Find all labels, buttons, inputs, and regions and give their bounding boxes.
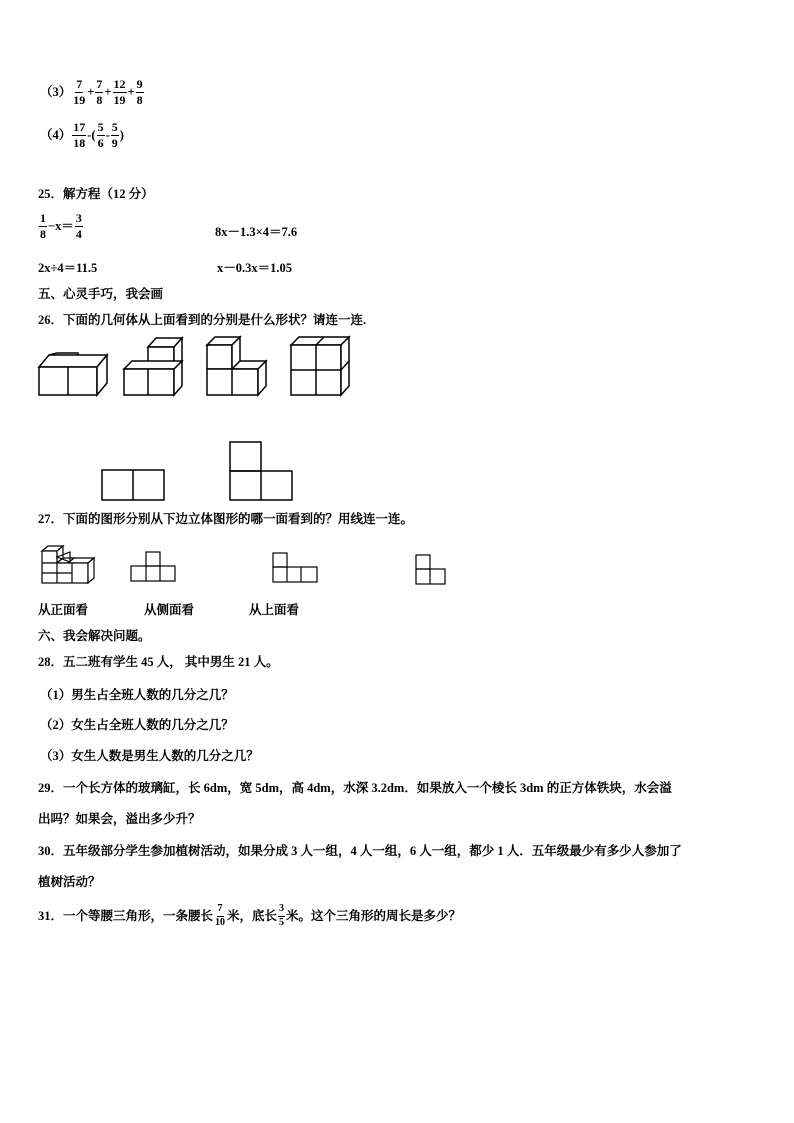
q30-line1: 30．五年级部分学生参加植树活动，如果分成 3 人一组，4 人一组，6 人一组，都少 1 人．五年级最少有多少人参加了 <box>38 844 682 858</box>
q25-equation-3: 2x÷4＝11.5 <box>38 261 98 275</box>
operator: + <box>127 84 135 99</box>
operator: -( <box>87 127 96 142</box>
q31-middle: 米，底长 <box>227 908 278 923</box>
fraction: $\frac{7}{10}$ <box>215 903 226 928</box>
q30-line2: 植树活动？ <box>38 875 101 889</box>
fraction: $\frac{7}{19}$ <box>73 77 86 107</box>
part-label: （3） <box>40 84 72 99</box>
q29-line1: 29．一个长方体的玻璃缸，长 6dm，宽 5dm，高 4dm，水深 3.2dm．如果放入一个棱长 3dm 的正方体铁块，水会溢 <box>38 781 672 795</box>
fraction: $\frac{12}{19}$ <box>113 77 126 107</box>
view-figure-1 <box>131 552 175 581</box>
q29-line2: 出吗？如果会，溢出多少升？ <box>38 812 201 826</box>
q27-solid <box>42 546 94 583</box>
view-label-side: 从侧面看 <box>144 603 195 617</box>
q26-text: 26．下面的几何体从上面看到的分别是什么形状？请连一连. <box>38 313 367 327</box>
q31-suffix: 米。这个三角形的周长是多少？ <box>286 908 462 923</box>
fraction: $\frac{3}{5}$ <box>279 903 285 928</box>
section-five-heading: 五、心灵手巧，我会画 <box>38 287 164 301</box>
q25-equation-4: x－0.3x＝1.05 <box>217 261 293 275</box>
operator: + <box>104 84 112 99</box>
fraction: $\frac{7}{8}$ <box>96 77 103 107</box>
q31-text <box>38 904 461 928</box>
section-six-heading: 六、我会解决问题。 <box>38 629 151 643</box>
fraction: $\frac{17}{18}$ <box>73 120 86 150</box>
fraction: $\frac{5}{9}$ <box>111 120 118 150</box>
fraction: $\frac{1}{8}$ <box>40 211 46 241</box>
operator: + <box>87 84 95 99</box>
q25-title: 25．解方程（12 分） <box>38 187 154 201</box>
view-label-top: 从上面看 <box>249 603 300 617</box>
view-label-front: 从正面看 <box>38 603 89 617</box>
operator: ) <box>119 127 124 142</box>
fraction: $\frac{3}{4}$ <box>75 211 82 241</box>
q28-sub3: （3）女生人数是男生人数的几分之几？ <box>40 749 259 763</box>
q25-equation-1: $\frac{1}{8}$ −x＝ $\frac{3}{4}$ <box>40 211 82 241</box>
q25-equation-2: 8x－1.3×4＝7.6 <box>215 225 298 239</box>
q28-text: 28．五二班有学生 45 人， 其中男生 21 人。 <box>38 655 279 669</box>
q31-prefix: 31．一个等腰三角形，一条腰长 <box>38 908 214 923</box>
fraction: $\frac{5}{6}$ <box>97 120 104 150</box>
view-figure-3 <box>416 555 445 584</box>
q28-sub1: （1）男生占全班人数的几分之几？ <box>40 688 234 702</box>
part-label: （4） <box>40 127 72 142</box>
view-figure-2 <box>273 553 317 582</box>
q28-sub2: （2）女生占全班人数的几分之几？ <box>40 718 234 732</box>
q27-text: 27．下面的图形分别从下边立体图形的哪一面看到的？用线连一连。 <box>38 512 414 526</box>
operator: - <box>105 127 110 142</box>
fraction: $\frac{9}{8}$ <box>136 77 143 107</box>
